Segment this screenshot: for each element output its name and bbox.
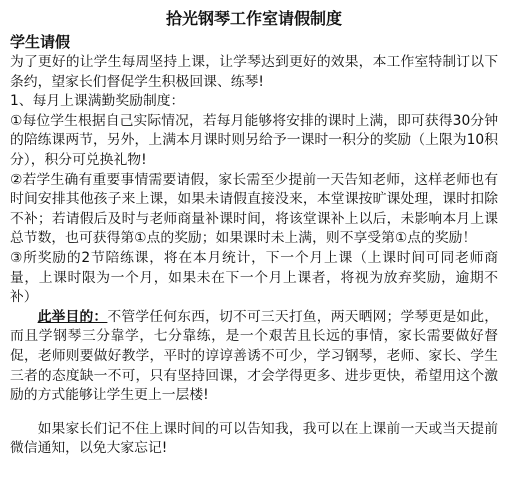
rule-1: ①每位学生根据自己实际情况，若每月能够将安排的课时上满，即可获得30分钟的陪练课两节，另外，上满本月课时则另给予一课时一积分的奖励（上限为10积分），积分可兑换礼物! bbox=[10, 112, 498, 168]
purpose-label: 此举目的： bbox=[37, 308, 108, 325]
closing-paragraph: 如果家长们记不住上课时间的可以告知我，我可以在上课前一天或当天提前微信通知，以免大家忘记! bbox=[10, 420, 498, 457]
section-heading: 学生请假 bbox=[10, 33, 71, 51]
purpose-text: 不管学任何东西，切不可三天打鱼，两天晒网；学琴更是如此，而且学钢琴三分靠学，七分靠练，是一个艰苦且长远的事情，家长需要做好督促，老师则要做好教学，平时的谆谆善诱不可少，学习钢琴，老师、家长、学生三者的态度缺一不可，只有坚持回课，才会学得更多、进步更快，希望用这个激励的方式能够让学生更上一层楼! bbox=[10, 308, 499, 404]
rule-2: ②若学生确有重要事情需要请假，家长需至少提前一天告知老师，这样老师也有时间安排其他孩子来上课，如果未请假直接没来，本堂课按旷课处理，课时扣除不补；若请假后及时与老师商量补课时间，将该堂课补上以后，未影响本月上课总节数，也可获得第①点的奖励；如果课时未上满，则不享受第①点的奖励！ bbox=[10, 171, 498, 247]
spacer bbox=[10, 406, 498, 420]
document-title: 拾光钢琴工作室请假制度 bbox=[165, 9, 342, 28]
attendance-reward-title: 1、每月上课满勤奖励制度： bbox=[10, 93, 185, 110]
intro-paragraph: 为了更好的让学生每周坚持上课，让学琴达到更好的效果，本工作室特制订以下条约，望家长们督促学生积极回课、练琴! bbox=[10, 54, 498, 90]
purpose-paragraph bbox=[10, 308, 498, 406]
rule-3: ③所奖励的2节陪练课，将在本月统计，下一个月上课（上课时间可同老师商量，上课时限为一个月，如果未在下一个月上课者，将视为放弃奖励，逾期不补） bbox=[10, 249, 498, 306]
